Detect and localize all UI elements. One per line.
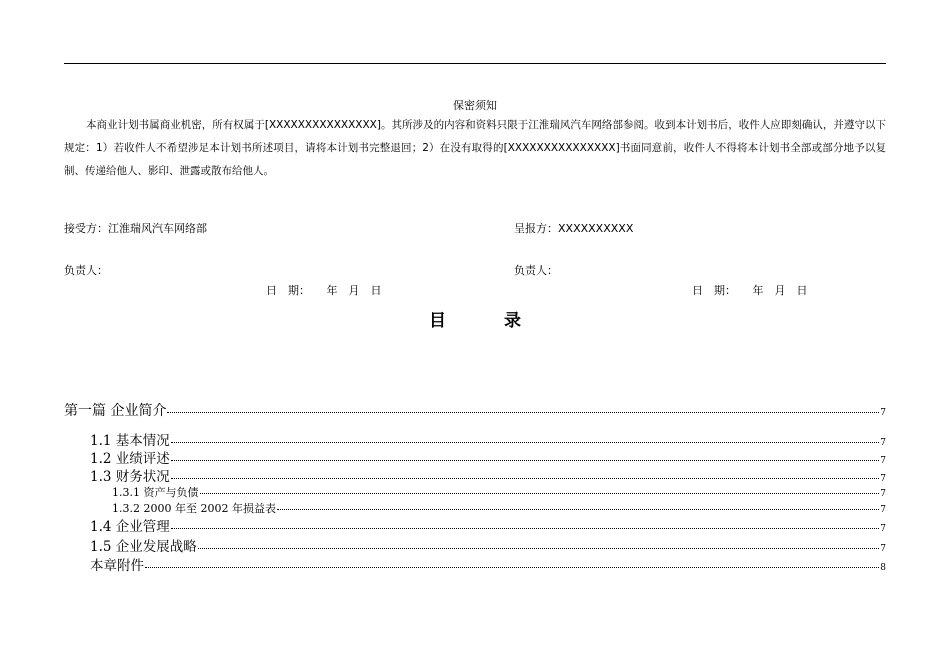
toc-entry[interactable] — [112, 500, 886, 516]
toc-dot-leader — [167, 412, 879, 413]
toc-dot-leader — [171, 460, 880, 461]
toc-entry-label: 1.3.2 2000 年至 2002 年损益表 — [112, 502, 276, 515]
toc-entry-page: 7 — [880, 474, 886, 484]
toc-entry[interactable] — [90, 515, 886, 535]
confidentiality-title: 保密须知 — [453, 99, 497, 112]
toc-dot-leader — [171, 528, 880, 529]
toc-entry-page: 7 — [880, 544, 886, 554]
toc-entry-label: 本章附件 — [90, 558, 144, 574]
receiver-party: 接受方：江淮瑞风汽车网络部 — [64, 222, 207, 235]
header-rule — [64, 63, 886, 64]
toc-entry[interactable] — [112, 484, 886, 500]
toc-entry[interactable] — [90, 535, 886, 555]
toc-entry[interactable] — [64, 400, 886, 420]
toc-entry[interactable] — [90, 465, 886, 485]
receiver-date: 日 期： 年 月 日 — [266, 284, 382, 297]
toc-title — [0, 306, 950, 331]
toc-entry-label: 1.4 企业管理 — [90, 519, 170, 535]
toc-dot-leader — [145, 567, 879, 568]
toc-entry[interactable] — [90, 429, 886, 449]
toc-entry-page: 7 — [880, 456, 886, 466]
toc-dot-leader — [277, 509, 879, 510]
toc-entry-page: 7 — [880, 505, 886, 515]
toc-title-left: 目 — [429, 311, 446, 331]
submitter-party: 呈报方：XXXXXXXXXX — [514, 222, 634, 235]
receiver-responsible-person: 负责人： — [64, 264, 108, 277]
toc-entry[interactable] — [90, 554, 886, 574]
submitter-responsible-person: 负责人： — [514, 264, 558, 277]
toc-entry-label: 第一篇 企业简介 — [64, 403, 167, 419]
toc-entry-page: 8 — [880, 563, 886, 573]
toc-entry-label: 1.3 财务状况 — [90, 469, 170, 485]
toc-entry-label: 1.3.1 资产与负债 — [112, 486, 199, 499]
toc-entry-page: 7 — [880, 438, 886, 448]
toc-entry[interactable] — [90, 447, 886, 467]
toc-dot-leader — [200, 493, 880, 494]
toc-entry-label: 1.2 业绩评述 — [90, 451, 170, 467]
toc-dot-leader — [198, 548, 880, 549]
toc-entry-label: 1.1 基本情况 — [90, 433, 170, 449]
toc-dot-leader — [171, 442, 880, 443]
toc-entry-page: 7 — [880, 524, 886, 534]
toc-entry-page: 7 — [880, 408, 886, 418]
toc-entry-page: 7 — [880, 489, 886, 499]
submitter-date: 日 期： 年 月 日 — [692, 284, 808, 297]
confidentiality-body: 本商业计划书属商业机密，所有权属于[XXXXXXXXXXXXXXX]。其所涉及的内容和资料只限于江淮瑞风汽车网络部参阅。收到本计划书后，收件人应即刻确认，并遵守以下规定：1）若收件人不希望涉足本计划书所述项目，请将本计划书完整退回；2）在没有取得的[XXXXXXXXXXXXXXX]书面同意前，收件人不得将本计划书全部或部分地予以复制、传递给他人、影印、泄露或散布给他人。 — [64, 119, 886, 177]
toc-title-right: 录 — [504, 311, 521, 331]
toc-dot-leader — [171, 478, 880, 479]
toc-entry-label: 1.5 企业发展战略 — [90, 539, 197, 555]
